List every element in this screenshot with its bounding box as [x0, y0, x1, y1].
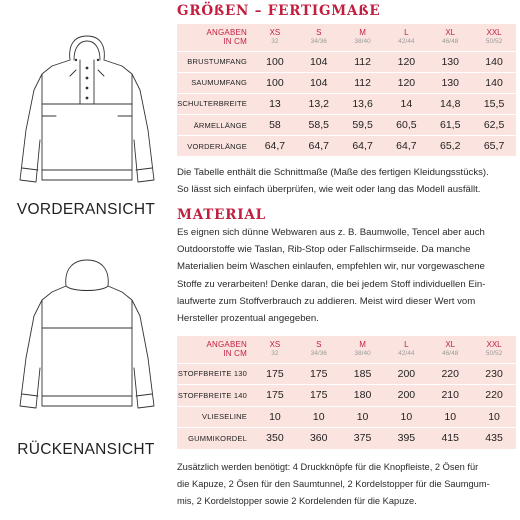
- size-header-xxl: [472, 24, 516, 51]
- size-name: XS: [269, 28, 281, 38]
- table-cell: 58,5: [297, 115, 341, 136]
- table-cell: 120: [384, 51, 428, 72]
- size-cm: 38/40: [354, 350, 371, 358]
- table-cell: 64,7: [253, 136, 297, 157]
- table-cell: 10: [472, 406, 516, 428]
- row-label: SCHULTERBREITE: [177, 93, 253, 114]
- material-paragraph-line: Es eignen sich dünne Webwaren aus z. B. Baumwolle, Tencel aber auch: [177, 227, 485, 238]
- table-cell: 65,7: [472, 136, 516, 157]
- table-row: [177, 72, 516, 93]
- back-view-label: RÜCKENANSICHT: [17, 441, 155, 458]
- table-cell: 104: [297, 51, 341, 72]
- row-label: STOFFBREITE 130: [177, 363, 253, 385]
- table-header-row: [177, 24, 516, 51]
- table-cell: 112: [341, 72, 385, 93]
- table-cell: 220: [472, 385, 516, 407]
- row-label: STOFFBREITE 140: [177, 385, 253, 407]
- table-cell: 360: [297, 428, 341, 450]
- table-cell: 130: [428, 51, 472, 72]
- size-cm: 50/52: [485, 350, 503, 358]
- table-row: [177, 93, 516, 114]
- row-label: SAUMUMFANG: [177, 72, 253, 93]
- table-cell: 140: [472, 72, 516, 93]
- size-cm: 50/52: [485, 38, 503, 46]
- fabric-requirements-table: [177, 336, 516, 450]
- size-header-xxl: [472, 336, 516, 363]
- material-paragraph-line: laufwerte zum Stoffverbrauch zu addieren. Meist wird dieser Wert vom: [177, 295, 476, 307]
- table-row: [177, 428, 516, 450]
- size-cm: 34/36: [310, 350, 327, 358]
- additional-notions-line: Zusätzlich werden benötigt: 4 Druckknöpfe für die Knopfleiste, 2 Ösen für: [177, 462, 479, 472]
- jacket-front-sketch: [12, 30, 162, 188]
- row-label: ÄRMELLÄNGE: [177, 115, 253, 136]
- sizes-note-line: Die Tabelle enthält die Schnittmaße (Maße des fertigen Kleidungsstücks).: [177, 167, 489, 178]
- row-label: BRUSTUMFANG: [177, 51, 253, 72]
- table-cell: 104: [297, 72, 341, 93]
- size-cm: 32: [271, 38, 279, 46]
- size-name: XS: [269, 340, 281, 350]
- size-cm: 46/48: [442, 350, 459, 358]
- header-label-line1: ANGABEN: [206, 339, 247, 349]
- table-cell: 220: [428, 363, 472, 385]
- table-cell: 64,7: [297, 136, 341, 157]
- size-cm: 38/40: [354, 38, 371, 46]
- size-name: M: [359, 28, 366, 38]
- table-cell: 10: [341, 406, 385, 428]
- table-cell: 65,2: [428, 136, 472, 157]
- row-label: VORDERLÄNGE: [177, 136, 253, 157]
- size-header-xs: [253, 24, 297, 51]
- header-label-cell: [177, 24, 253, 51]
- sizes-heading: GRÖßEN – FERTIGMAßE: [177, 3, 381, 19]
- row-label: GUMMIKORDEL: [177, 428, 253, 450]
- table-row: [177, 51, 516, 72]
- table-cell: 62,5: [472, 115, 516, 136]
- table-header-row: [177, 336, 516, 363]
- size-name: L: [404, 340, 409, 350]
- finished-measurements-table: [177, 24, 516, 157]
- table-cell: 415: [428, 428, 472, 450]
- material-paragraph-line: Materialien beim Waschen einlaufen, empfehlen wir, nur vorgewaschene: [177, 261, 485, 273]
- size-header-xs: [253, 336, 297, 363]
- size-header-s: [297, 24, 341, 51]
- table-row: [177, 363, 516, 385]
- table-cell: 175: [253, 363, 297, 385]
- additional-notions-line: mis, 2 Kordelstopper sowie 2 Kordelenden für die Kapuze.: [177, 496, 417, 506]
- table-cell: 112: [341, 51, 385, 72]
- size-name: M: [359, 340, 366, 350]
- table-cell: 200: [384, 385, 428, 407]
- table-cell: 60,5: [384, 115, 428, 136]
- technical-drawings: [0, 0, 172, 520]
- front-view-label: VORDERANSICHT: [16, 201, 156, 218]
- size-name: XL: [445, 340, 456, 350]
- jacket-back-sketch: [12, 258, 162, 416]
- table-cell: 120: [384, 72, 428, 93]
- additional-notions-line: die Kapuze, 2 Ösen für den Saumtunnel, 2 Kordelstopper für die Saumgum-: [177, 479, 490, 489]
- table-cell: 10: [428, 406, 472, 428]
- table-cell: 175: [253, 385, 297, 407]
- table-cell: 10: [253, 406, 297, 428]
- size-header-xl: [428, 336, 472, 363]
- table-cell: 100: [253, 51, 297, 72]
- table-cell: 64,7: [341, 136, 385, 157]
- size-cm: 34/36: [310, 38, 327, 46]
- content-column: [177, 0, 517, 520]
- size-header-m: [341, 24, 385, 51]
- header-label-line1: ANGABEN: [206, 27, 247, 37]
- table-cell: 375: [341, 428, 385, 450]
- table-cell: 14: [384, 93, 428, 114]
- size-cm: 32: [271, 350, 279, 358]
- size-name: S: [316, 28, 322, 38]
- table-cell: 58: [253, 115, 297, 136]
- material-paragraph-line: Hersteller prozentual angegeben.: [177, 313, 319, 325]
- material-paragraph-line: Outdoorstoffe wie Taslan, Rib-Stop oder Fallschirmseide. Da manche: [177, 244, 471, 256]
- table-row: [177, 136, 516, 157]
- table-row: [177, 406, 516, 428]
- table-cell: 350: [253, 428, 297, 450]
- size-header-l: [384, 336, 428, 363]
- header-label-cell: [177, 336, 253, 363]
- material-paragraph-line: Stoffe zu verarbeiten! Denke daran, die bei jedem Stoff individuellen Ein-: [177, 278, 486, 290]
- size-header-m: [341, 336, 385, 363]
- size-cm: 46/48: [442, 38, 459, 46]
- table-cell: 200: [384, 363, 428, 385]
- size-cm: 42/44: [398, 38, 415, 46]
- table-cell: 140: [472, 51, 516, 72]
- size-name: XL: [445, 28, 456, 38]
- additional-notions: [177, 459, 517, 510]
- table-cell: 13,6: [341, 93, 385, 114]
- size-name: L: [404, 28, 409, 38]
- table-cell: 15,5: [472, 93, 516, 114]
- size-name: S: [316, 340, 322, 350]
- sizes-note: [177, 164, 517, 198]
- table-cell: 435: [472, 428, 516, 450]
- table-cell: 210: [428, 385, 472, 407]
- table-cell: 100: [253, 72, 297, 93]
- size-cm: 42/44: [398, 350, 415, 358]
- header-label-line2: IN CM: [223, 37, 247, 47]
- size-name: XXL: [486, 28, 502, 38]
- size-header-l: [384, 24, 428, 51]
- table-cell: 13,2: [297, 93, 341, 114]
- material-paragraph: [177, 224, 517, 327]
- size-header-s: [297, 336, 341, 363]
- header-label-line2: IN CM: [223, 349, 247, 359]
- size-name: XXL: [486, 340, 502, 350]
- table-cell: 395: [384, 428, 428, 450]
- table-cell: 175: [297, 363, 341, 385]
- sizes-note-line: So lässt sich einfach überprüfen, wie weit oder lang das Modell ausfällt.: [177, 184, 481, 196]
- table-cell: 230: [472, 363, 516, 385]
- table-cell: 10: [297, 406, 341, 428]
- table-cell: 64,7: [384, 136, 428, 157]
- material-heading: MATERIAL: [177, 207, 266, 223]
- table-cell: 130: [428, 72, 472, 93]
- table-row: [177, 385, 516, 407]
- table-row: [177, 115, 516, 136]
- table-cell: 185: [341, 363, 385, 385]
- table-cell: 59,5: [341, 115, 385, 136]
- row-label: VLIESELINE: [177, 406, 253, 428]
- table-cell: 61,5: [428, 115, 472, 136]
- table-cell: 175: [297, 385, 341, 407]
- size-header-xl: [428, 24, 472, 51]
- table-cell: 10: [384, 406, 428, 428]
- table-cell: 180: [341, 385, 385, 407]
- table-cell: 13: [253, 93, 297, 114]
- table-cell: 14,8: [428, 93, 472, 114]
